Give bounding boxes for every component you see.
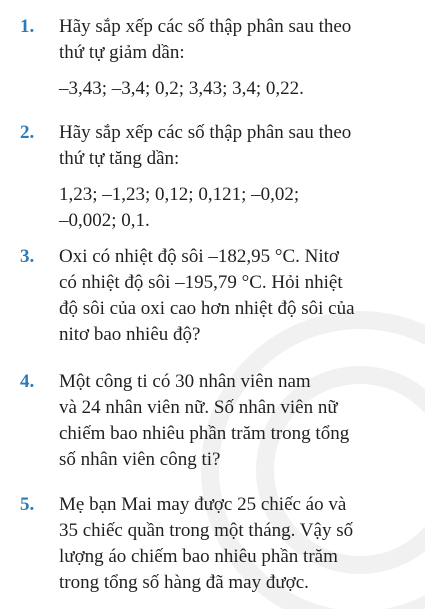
problem-number: 2. (20, 122, 35, 143)
problem-line: chiếm bao nhiêu phần trăm trong tổng (59, 423, 350, 444)
number-list: 1,23; –1,23; 0,12; 0,121; –0,02; (59, 184, 300, 205)
problem-number: 3. (20, 246, 35, 267)
problem-number: 4. (20, 371, 35, 392)
problem-text (59, 369, 417, 473)
problem-line: số nhân viên công ti? (59, 449, 221, 470)
problem-text (59, 244, 417, 348)
problem-line: thứ tự giảm dần: (59, 42, 185, 63)
problem-number: 1. (20, 16, 35, 37)
problem-line: Hãy sắp xếp các số thập phân sau theo (59, 122, 352, 143)
problem-line: có nhiệt độ sôi –195,79 °C. Hỏi nhiệt (59, 272, 343, 293)
problem-line: Một công ti có 30 nhân viên nam (59, 371, 311, 392)
problem-line: độ sôi của oxi cao hơn nhiệt độ sôi của (59, 298, 355, 319)
problem-line: Mẹ bạn Mai may được 25 chiếc áo và (59, 494, 347, 515)
problem-text (59, 492, 417, 596)
problem-line: Hãy sắp xếp các số thập phân sau theo (59, 16, 352, 37)
problem-line: lượng áo chiếm bao nhiêu phần trăm (59, 546, 338, 567)
number-list: –3,43; –3,4; 0,2; 3,43; 3,4; 0,22. (59, 78, 304, 99)
problem-line: và 24 nhân viên nữ. Số nhân viên nữ (59, 397, 338, 418)
problem-line: thứ tự tăng dần: (59, 148, 180, 169)
problem-line: 35 chiếc quần trong một tháng. Vậy số (59, 520, 354, 541)
problem-line: trong tổng số hàng đã may được. (59, 572, 309, 593)
number-list: –0,002; 0,1. (59, 210, 150, 231)
problem-text (59, 120, 417, 234)
problem-line: nitơ bao nhiêu độ? (59, 324, 201, 345)
problem-number: 5. (20, 494, 35, 515)
problem-line: Oxi có nhiệt độ sôi –182,95 °C. Nitơ (59, 246, 339, 267)
problem-text (59, 14, 417, 102)
